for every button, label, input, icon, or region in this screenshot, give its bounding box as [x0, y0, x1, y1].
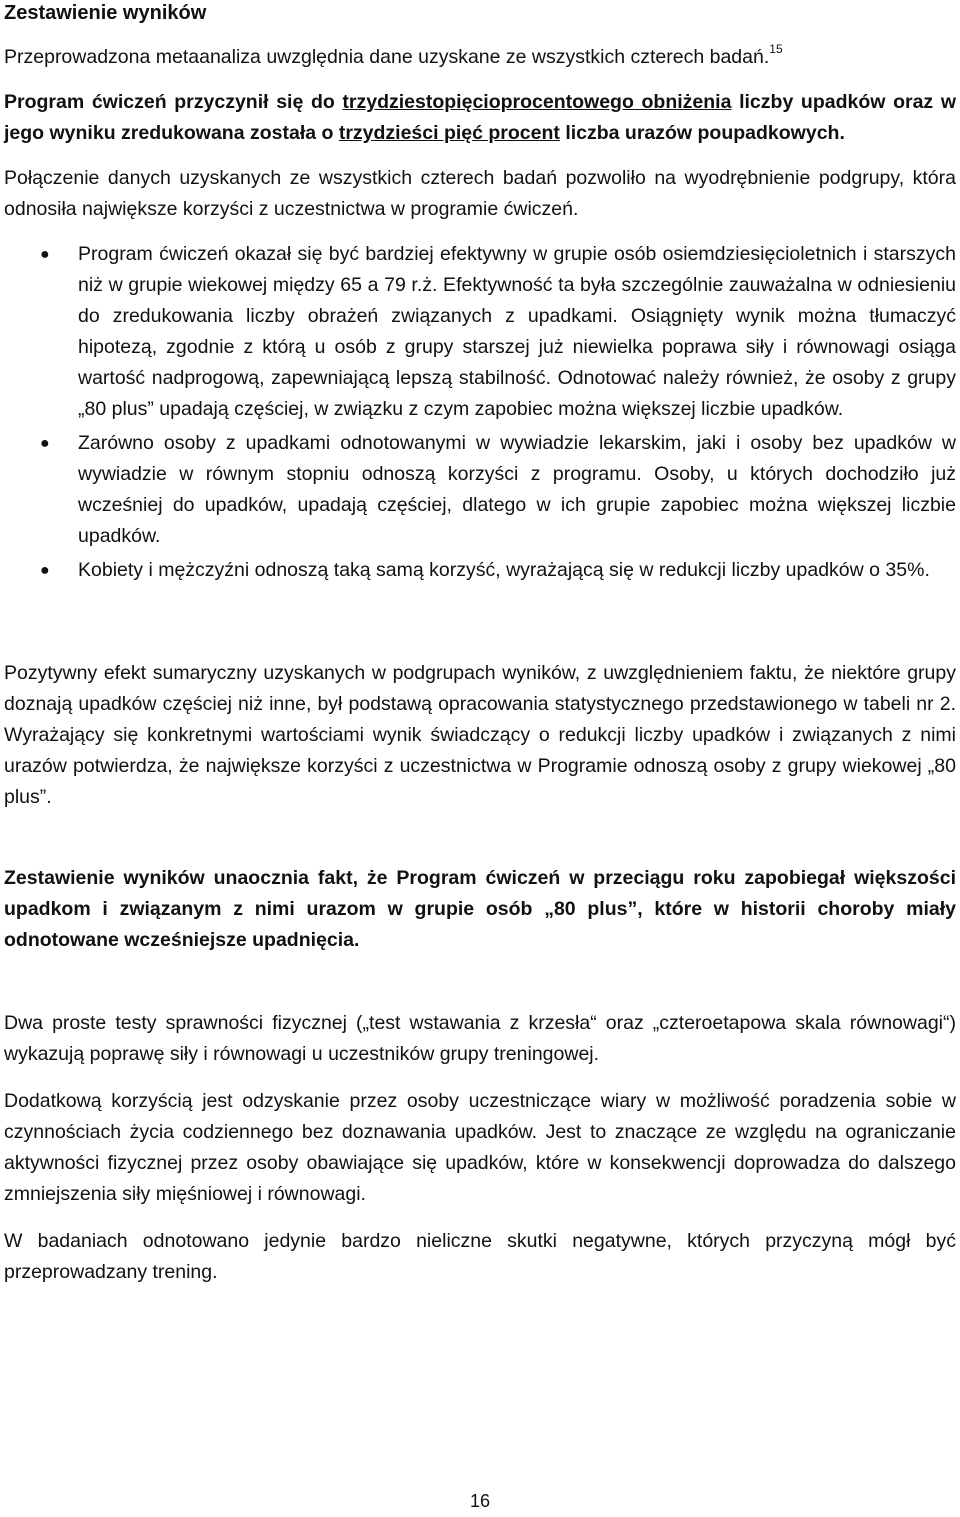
intro-text: Przeprowadzona metaanaliza uwzględnia dane uzyskane ze wszystkich czterech badań. [4, 46, 770, 68]
summary-highlight-1: trzydziestopięcioprocentowego obniżenia [342, 91, 732, 113]
intro-paragraph [4, 42, 956, 73]
list-item [4, 239, 956, 425]
summary-paragraph [4, 87, 956, 149]
bullet-list [4, 239, 956, 586]
summary-part1: Program ćwiczeń przyczynił się do [4, 91, 343, 113]
list-item-text: Program ćwiczeń okazał się być bardziej efektywny w grupie osób osiemdziesięcioletnich i starszych niż w grupie wiekowej między 65 a 79 r.ż. Efektywność ta była szczególnie zauważalna w odniesieniu do zredukowania liczby obrażeń związanych z upadkami. Osiągnięty wynik można tłumaczyć hipotezą, zgodnie z którą u osób z grupy starszej już niewielka poprawa siły i równowagi osiąga wartość nadprogową, zapewniającą lepszą stabilność. Odnotować należy również, że osoby z grupy „80 plus” upadają częściej, w związku z czym zapobiec można większej liczbie upadków. [78, 243, 956, 420]
conclusion-paragraph: Zestawienie wyników unaocznia fakt, że Program ćwiczeń w przeciągu roku zapobiegał większości upadkom i związanym z nimi urazom w grupie osób „80 plus”, które w historii choroby miały odnotowane wcześniejsze upadnięcia. [4, 867, 956, 951]
list-item [4, 555, 956, 586]
additional-benefit-paragraph: Dodatkową korzyścią jest odzyskanie przez osoby uczestniczące wiary w możliwość poradzenia sobie w czynnościach życia codziennego bez doznawania upadków. Jest to znaczące ze względu na ograniczanie aktywności fizycznej przez osoby obawiające się upadków, które w konsekwencji doprowadza do dalszego zmniejszenia siły mięśniowej i równowagi. [4, 1090, 956, 1205]
subgroup-paragraph: Połączenie danych uzyskanych ze wszystkich czterech badań pozwoliło na wyodrębnienie podgrupy, która odnosiła największe korzyści z uczestnictwa w programie ćwiczeń. [4, 167, 956, 220]
summary-part3: liczba urazów poupadkowych. [559, 122, 845, 144]
summary-part2: liczby upadków oraz w jego wyniku zredukowana została o [4, 91, 956, 144]
bullet-icon: ● [40, 246, 50, 263]
footnote-ref[interactable]: 15 [769, 42, 783, 56]
bullet-icon: ● [40, 562, 50, 579]
list-item-text: Zarówno osoby z upadkami odnotowanymi w wywiadzie lekarskim, jaki i osoby bez upadków w wywiadzie w równym stopniu odnoszą korzyści z programu. Osoby, u których dochodziło już wcześniej do upadków, upadają częściej, dlatego w ich grupie zapobiec można większej liczbie upadków. [78, 432, 956, 547]
bullet-icon: ● [40, 435, 50, 452]
list-item [4, 428, 956, 552]
section-heading: Zestawienie wyników [4, 2, 207, 24]
negative-effects-paragraph: W badaniach odnotowano jedynie bardzo nieliczne skutki negatywne, których przyczyną mógł być przeprowadzany trening. [4, 1230, 956, 1283]
summary-highlight-2: trzydzieści pięć procent [338, 122, 560, 144]
page-number: 16 [469, 1491, 491, 1511]
tests-paragraph: Dwa proste testy sprawności fizycznej („test wstawania z krzesła“ oraz „czteroetapowa skala równowagi“) wykazują poprawę siły i równowagi u uczestników grupy treningowej. [4, 1012, 956, 1065]
list-item-text: Kobiety i mężczyźni odnoszą taką samą korzyść, wyrażającą się w redukcji liczby upadków o 35%. [78, 559, 930, 581]
positive-effect-paragraph: Pozytywny efekt sumaryczny uzyskanych w podgrupach wyników, z uwzględnieniem faktu, że niektóre grupy doznają upadków częściej niż inne, był podstawą opracowania statystycznego przedstawionego w tabeli nr 2. Wyrażający się konkretnymi wartościami wynik świadczący o redukcji liczby upadków i związanych z nimi urazów potwierdza, że największe korzyści z uczestnictwa w Programie odnoszą osoby z grupy wiekowej „80 plus”. [4, 662, 956, 808]
